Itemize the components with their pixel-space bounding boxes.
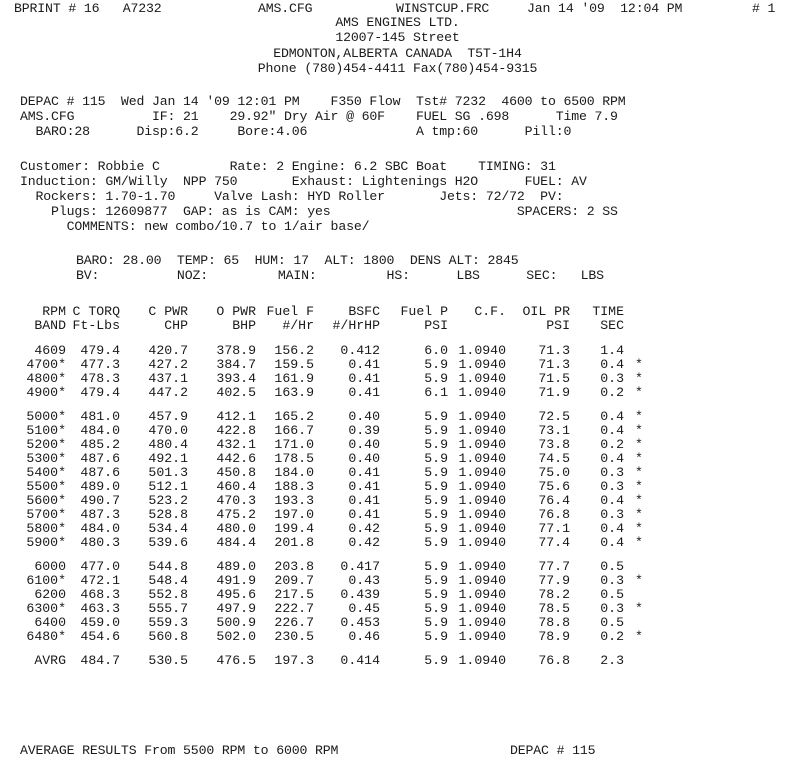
- induction-line: Induction: GM/Willy NPP 750 Exhaust: Lightenings H2O FUEL: AV: [20, 174, 587, 189]
- company-street: 12007-145 Street: [335, 30, 460, 45]
- table-cell: *: [635, 371, 643, 386]
- table-cell: 0.41: [348, 493, 380, 508]
- table-cell: 1.0940: [458, 343, 506, 358]
- table-cell: 478.3: [80, 371, 120, 386]
- table-cell: 544.8: [148, 559, 188, 574]
- table-cell: 5800*: [26, 521, 66, 536]
- table-cell: 188.3: [274, 479, 314, 494]
- power-table: [14, 305, 654, 668]
- header-cell: BAND: [34, 318, 66, 333]
- table-row: [14, 616, 654, 630]
- table-row: [14, 508, 654, 522]
- table-cell: 5100*: [26, 423, 66, 438]
- header-cell: #/HrHP: [332, 318, 380, 333]
- table-cell: 197.0: [274, 507, 314, 522]
- table-cell: 0.4: [600, 521, 624, 536]
- table-cell: 5500*: [26, 479, 66, 494]
- table-cell: 5600*: [26, 493, 66, 508]
- table-cell: 6100*: [26, 573, 66, 588]
- table-row: [14, 630, 654, 644]
- table-cell: 490.7: [80, 493, 120, 508]
- print-datetime: Jan 14 '09 12:04 PM: [527, 1, 683, 16]
- table-cell: 0.3: [600, 573, 624, 588]
- table-cell: *: [635, 493, 643, 508]
- table-cell: 0.3: [600, 601, 624, 616]
- header-cell: C PWR: [148, 304, 188, 319]
- header-cell: Fuel P: [400, 304, 448, 319]
- table-cell: 71.3: [538, 343, 570, 358]
- table-cell: 559.3: [148, 615, 188, 630]
- table-row: [14, 358, 654, 372]
- table-cell: 480.4: [148, 437, 188, 452]
- table-cell: [624, 588, 654, 602]
- table-cell: 502.0: [216, 629, 256, 644]
- table-cell: 0.4: [600, 493, 624, 508]
- table-cell: 378.9: [216, 343, 256, 358]
- company-phone: Phone (780)454-4411 Fax(780)454-9315: [257, 61, 538, 76]
- table-cell: 77.4: [538, 535, 570, 550]
- table-cell: *: [635, 573, 643, 588]
- table-row: [14, 344, 654, 358]
- table-cell: 71.9: [538, 385, 570, 400]
- table-cell: 5.9: [424, 653, 448, 668]
- header-cell: [448, 319, 506, 333]
- table-cell: 5.9: [424, 615, 448, 630]
- table-cell: 0.42: [348, 521, 380, 536]
- table-cell: 0.41: [348, 465, 380, 480]
- table-cell: 161.9: [274, 371, 314, 386]
- table-row: [14, 410, 654, 424]
- rockers-line: Rockers: 1.70-1.70 Valve Lash: HYD Roller Jets: 72/72 PV:: [20, 189, 564, 204]
- table-cell: 230.5: [274, 629, 314, 644]
- table-body: [14, 333, 654, 668]
- header-cell: CHP: [164, 318, 188, 333]
- table-cell: 5.9: [424, 357, 448, 372]
- table-cell: 5.9: [424, 437, 448, 452]
- table-cell: 1.0940: [458, 493, 506, 508]
- table-cell: 402.5: [216, 385, 256, 400]
- table-cell: 422.8: [216, 423, 256, 438]
- table-cell: 75.6: [538, 479, 570, 494]
- table-cell: 178.5: [274, 451, 314, 466]
- table-cell: 0.453: [340, 615, 380, 630]
- table-cell: 485.2: [80, 437, 120, 452]
- table-cell: 484.4: [216, 535, 256, 550]
- table-cell: 78.8: [538, 615, 570, 630]
- table-cell: 1.0940: [458, 507, 506, 522]
- table-cell: 0.40: [348, 451, 380, 466]
- table-cell: [624, 344, 654, 358]
- table-cell: 468.3: [80, 587, 120, 602]
- table-cell: *: [635, 409, 643, 424]
- table-cell: 555.7: [148, 601, 188, 616]
- table-cell: 1.0940: [458, 371, 506, 386]
- table-cell: 0.40: [348, 409, 380, 424]
- table-cell: 6300*: [26, 601, 66, 616]
- table-cell: 459.0: [80, 615, 120, 630]
- table-row: [14, 494, 654, 508]
- table-cell: 78.9: [538, 629, 570, 644]
- table-cell: 156.2: [274, 343, 314, 358]
- table-cell: *: [635, 385, 643, 400]
- table-cell: 2.3: [600, 653, 624, 668]
- table-cell: 0.5: [600, 615, 624, 630]
- table-row: [14, 574, 654, 588]
- table-cell: 420.7: [148, 343, 188, 358]
- table-cell: *: [635, 507, 643, 522]
- table-cell: 454.6: [80, 629, 120, 644]
- plugs-line: Plugs: 12609877 GAP: as is CAM: yes SPACERS: 2 SS: [20, 204, 618, 219]
- table-cell: 73.8: [538, 437, 570, 452]
- table-cell: 450.8: [216, 465, 256, 480]
- table-cell: 78.2: [538, 587, 570, 602]
- table-cell: 0.2: [600, 437, 624, 452]
- table-cell: 4800*: [26, 371, 66, 386]
- conditions-line: BV: NOZ: MAIN: HS: LBS SEC: LBS: [76, 268, 604, 283]
- table-cell: 5.9: [424, 479, 448, 494]
- table-cell: *: [635, 629, 643, 644]
- table-cell: 5.9: [424, 409, 448, 424]
- table-cell: 470.3: [216, 493, 256, 508]
- table-cell: 457.9: [148, 409, 188, 424]
- table-row: [14, 424, 654, 438]
- table-cell: 5.9: [424, 559, 448, 574]
- table-cell: 437.1: [148, 371, 188, 386]
- table-cell: 0.3: [600, 465, 624, 480]
- table-cell: 480.0: [216, 521, 256, 536]
- table-cell: 184.0: [274, 465, 314, 480]
- table-cell: 6.0: [424, 343, 448, 358]
- table-cell: 217.5: [274, 587, 314, 602]
- table-cell: 0.42: [348, 535, 380, 550]
- table-cell: 384.7: [216, 357, 256, 372]
- depac-footer: DEPAC # 115: [510, 743, 596, 758]
- table-cell: 0.4: [600, 535, 624, 550]
- table-cell: 0.4: [600, 357, 624, 372]
- table-cell: 560.8: [148, 629, 188, 644]
- table-cell: 495.6: [216, 587, 256, 602]
- table-cell: 0.3: [600, 507, 624, 522]
- table-cell: 0.414: [340, 653, 380, 668]
- table-cell: 512.1: [148, 479, 188, 494]
- table-cell: 1.0940: [458, 535, 506, 550]
- table-cell: 0.412: [340, 343, 380, 358]
- table-cell: 76.4: [538, 493, 570, 508]
- table-cell: 0.41: [348, 507, 380, 522]
- table-cell: 77.9: [538, 573, 570, 588]
- table-cell: 1.0940: [458, 521, 506, 536]
- table-cell: *: [635, 465, 643, 480]
- table-row: [14, 438, 654, 452]
- table-cell: 76.8: [538, 507, 570, 522]
- header-cell: [624, 305, 654, 319]
- table-cell: 0.41: [348, 357, 380, 372]
- table-cell: 71.5: [538, 371, 570, 386]
- table-cell: 470.0: [148, 423, 188, 438]
- table-cell: 6200: [34, 587, 66, 602]
- table-cell: 5.9: [424, 465, 448, 480]
- table-cell: 475.2: [216, 507, 256, 522]
- table-row: [14, 588, 654, 602]
- table-cell: 159.5: [274, 357, 314, 372]
- table-cell: 0.40: [348, 437, 380, 452]
- table-cell: 5700*: [26, 507, 66, 522]
- table-cell: 5.9: [424, 507, 448, 522]
- table-cell: 0.5: [600, 559, 624, 574]
- table-cell: 0.41: [348, 371, 380, 386]
- table-row: [14, 372, 654, 386]
- table-cell: 5.9: [424, 423, 448, 438]
- table-cell: 1.0940: [458, 385, 506, 400]
- table-cell: 199.4: [274, 521, 314, 536]
- table-cell: 489.0: [216, 559, 256, 574]
- table-cell: 5.9: [424, 535, 448, 550]
- print-id: BPRINT # 16 A7232: [14, 1, 162, 16]
- table-cell: 412.1: [216, 409, 256, 424]
- table-cell: 77.7: [538, 559, 570, 574]
- header-cell: OIL PR: [522, 304, 570, 319]
- table-cell: 1.0940: [458, 653, 506, 668]
- table-cell: 0.45: [348, 601, 380, 616]
- header-cell: C TORQ: [72, 304, 120, 319]
- table-cell: 1.0940: [458, 601, 506, 616]
- table-cell: 528.8: [148, 507, 188, 522]
- table-cell: 530.5: [148, 653, 188, 668]
- config-file: AMS.CFG: [258, 1, 313, 16]
- table-cell: 489.0: [80, 479, 120, 494]
- test-info-line: DEPAC # 115 Wed Jan 14 '09 12:01 PM F350 Flow Tst# 7232 4600 to 6500 RPM: [20, 94, 626, 109]
- table-cell: 487.6: [80, 451, 120, 466]
- header-cell: TIME: [592, 304, 624, 319]
- table-cell: 523.2: [148, 493, 188, 508]
- header-cell: BSFC: [348, 304, 380, 319]
- table-cell: 0.43: [348, 573, 380, 588]
- table-cell: 1.0940: [458, 409, 506, 424]
- table-cell: 479.4: [80, 343, 120, 358]
- table-cell: 5.9: [424, 601, 448, 616]
- table-cell: 484.0: [80, 521, 120, 536]
- table-cell: 77.1: [538, 521, 570, 536]
- table-cell: 481.0: [80, 409, 120, 424]
- test-info-line: BARO:28 Disp:6.2 Bore:4.06 A tmp:60 Pill:0: [20, 124, 572, 139]
- table-cell: 487.3: [80, 507, 120, 522]
- table-cell: 552.8: [148, 587, 188, 602]
- table-cell: 0.439: [340, 587, 380, 602]
- table-cell: 72.5: [538, 409, 570, 424]
- table-cell: 548.4: [148, 573, 188, 588]
- table-cell: 78.5: [538, 601, 570, 616]
- table-cell: 4700*: [26, 357, 66, 372]
- table-cell: 1.0940: [458, 437, 506, 452]
- table-cell: 193.3: [274, 493, 314, 508]
- table-cell: 5.9: [424, 521, 448, 536]
- average-summary: AVERAGE RESULTS From 5500 RPM to 6000 RPM: [20, 743, 339, 758]
- table-cell: 163.9: [274, 385, 314, 400]
- table-cell: 479.4: [80, 385, 120, 400]
- table-cell: 447.2: [148, 385, 188, 400]
- table-cell: [624, 616, 654, 630]
- table-cell: 5400*: [26, 465, 66, 480]
- table-cell: 1.0940: [458, 559, 506, 574]
- table-cell: 0.4: [600, 423, 624, 438]
- table-cell: 0.4: [600, 451, 624, 466]
- table-cell: 209.7: [274, 573, 314, 588]
- table-cell: 1.0940: [458, 615, 506, 630]
- table-row: [14, 386, 654, 400]
- table-cell: 460.4: [216, 479, 256, 494]
- table-cell: 0.41: [348, 385, 380, 400]
- table-cell: *: [635, 357, 643, 372]
- table-cell: 0.39: [348, 423, 380, 438]
- header-row: [14, 319, 654, 333]
- table-cell: 1.0940: [458, 629, 506, 644]
- header-cell: PSI: [546, 318, 570, 333]
- table-cell: 5.9: [424, 587, 448, 602]
- table-cell: 0.4: [600, 409, 624, 424]
- table-cell: 442.6: [216, 451, 256, 466]
- table-cell: 491.9: [216, 573, 256, 588]
- table-cell: 0.5: [600, 587, 624, 602]
- table-cell: 6.1: [424, 385, 448, 400]
- table-cell: 71.3: [538, 357, 570, 372]
- table-cell: 5200*: [26, 437, 66, 452]
- table-cell: 203.8: [274, 559, 314, 574]
- table-cell: 1.0940: [458, 357, 506, 372]
- table-cell: 5.9: [424, 371, 448, 386]
- conditions-line: BARO: 28.00 TEMP: 65 HUM: 17 ALT: 1800 DENS ALT: 2845: [76, 253, 519, 268]
- header-cell: RPM: [42, 304, 66, 319]
- table-cell: 165.2: [274, 409, 314, 424]
- table-cell: 539.6: [148, 535, 188, 550]
- table-cell: 1.0940: [458, 465, 506, 480]
- table-cell: 497.9: [216, 601, 256, 616]
- header-cell: PSI: [424, 318, 448, 333]
- table-cell: 201.8: [274, 535, 314, 550]
- table-cell: 226.7: [274, 615, 314, 630]
- table-cell: 171.0: [274, 437, 314, 452]
- table-cell: 222.7: [274, 601, 314, 616]
- table-cell: 0.417: [340, 559, 380, 574]
- table-cell: 5.9: [424, 451, 448, 466]
- table-cell: 501.3: [148, 465, 188, 480]
- header-cell: O PWR: [216, 304, 256, 319]
- table-cell: 492.1: [148, 451, 188, 466]
- table-cell: *: [635, 437, 643, 452]
- table-cell: 463.3: [80, 601, 120, 616]
- table-cell: 75.0: [538, 465, 570, 480]
- table-cell: *: [635, 479, 643, 494]
- table-cell: *: [635, 451, 643, 466]
- table-cell: 0.2: [600, 629, 624, 644]
- page-number: # 1: [752, 1, 776, 16]
- test-info-line: AMS.CFG IF: 21 29.92" Dry Air @ 60F FUEL SG .698 Time 7.9: [20, 109, 618, 124]
- table-cell: 477.3: [80, 357, 120, 372]
- table-cell: 5300*: [26, 451, 66, 466]
- table-cell: 0.3: [600, 371, 624, 386]
- table-cell: 480.3: [80, 535, 120, 550]
- table-cell: 166.7: [274, 423, 314, 438]
- average-row: [14, 654, 654, 668]
- table-cell: 1.0940: [458, 479, 506, 494]
- table-cell: 4609: [34, 343, 66, 358]
- table-row: [14, 466, 654, 480]
- header-cell: Ft-Lbs: [72, 318, 120, 333]
- table-cell: 0.46: [348, 629, 380, 644]
- table-row: [14, 560, 654, 574]
- table-cell: *: [635, 535, 643, 550]
- header-cell: SEC: [600, 318, 624, 333]
- table-cell: 74.5: [538, 451, 570, 466]
- table-cell: 500.9: [216, 615, 256, 630]
- table-cell: 0.2: [600, 385, 624, 400]
- table-cell: 5.9: [424, 493, 448, 508]
- table-cell: 432.1: [216, 437, 256, 452]
- table-row: [14, 452, 654, 466]
- header-cell: Fuel F: [266, 304, 314, 319]
- table-cell: 6400: [34, 615, 66, 630]
- table-cell: *: [635, 521, 643, 536]
- table-cell: 0.41: [348, 479, 380, 494]
- table-cell: 1.0940: [458, 573, 506, 588]
- customer-line: Customer: Robbie C Rate: 2 Engine: 6.2 SBC Boat TIMING: 31: [20, 159, 556, 174]
- table-row: [14, 536, 654, 550]
- table-cell: 484.7: [80, 653, 120, 668]
- header-row: [14, 305, 654, 319]
- table-cell: 5000*: [26, 409, 66, 424]
- company-city: EDMONTON,ALBERTA CANADA T5T-1H4: [273, 46, 522, 61]
- table-cell: 476.5: [216, 653, 256, 668]
- table-cell: 6480*: [26, 629, 66, 644]
- correction-file: WINSTCUP.FRC: [396, 1, 490, 16]
- table-cell: 4900*: [26, 385, 66, 400]
- table-cell: 5.9: [424, 629, 448, 644]
- table-cell: 5.9: [424, 573, 448, 588]
- header-cell: #/Hr: [282, 318, 314, 333]
- table-cell: 534.4: [148, 521, 188, 536]
- table-cell: 5900*: [26, 535, 66, 550]
- table-cell: AVRG: [34, 653, 66, 668]
- table-cell: *: [635, 423, 643, 438]
- table-cell: 197.3: [274, 653, 314, 668]
- table-cell: 6000: [34, 559, 66, 574]
- table-cell: [624, 560, 654, 574]
- table-cell: *: [635, 601, 643, 616]
- table-cell: 472.1: [80, 573, 120, 588]
- company-name: AMS ENGINES LTD.: [335, 15, 460, 30]
- table-cell: [624, 654, 654, 668]
- table-row: [14, 522, 654, 536]
- table-row: [14, 602, 654, 616]
- table-cell: 0.3: [600, 479, 624, 494]
- header-cell: C.F.: [474, 304, 506, 319]
- table-cell: 1.0940: [458, 451, 506, 466]
- table-row: [14, 480, 654, 494]
- header-cell: [624, 319, 654, 333]
- table-cell: 76.8: [538, 653, 570, 668]
- table-cell: 477.0: [80, 559, 120, 574]
- table-cell: 484.0: [80, 423, 120, 438]
- table-cell: 1.4: [600, 343, 624, 358]
- table-cell: 1.0940: [458, 587, 506, 602]
- table-cell: 487.6: [80, 465, 120, 480]
- table-cell: 1.0940: [458, 423, 506, 438]
- table-cell: 427.2: [148, 357, 188, 372]
- comments-line: COMMENTS: new combo/10.7 to 1/air base/: [20, 219, 370, 234]
- header-cell: BHP: [232, 318, 256, 333]
- table-cell: 393.4: [216, 371, 256, 386]
- table-cell: 73.1: [538, 423, 570, 438]
